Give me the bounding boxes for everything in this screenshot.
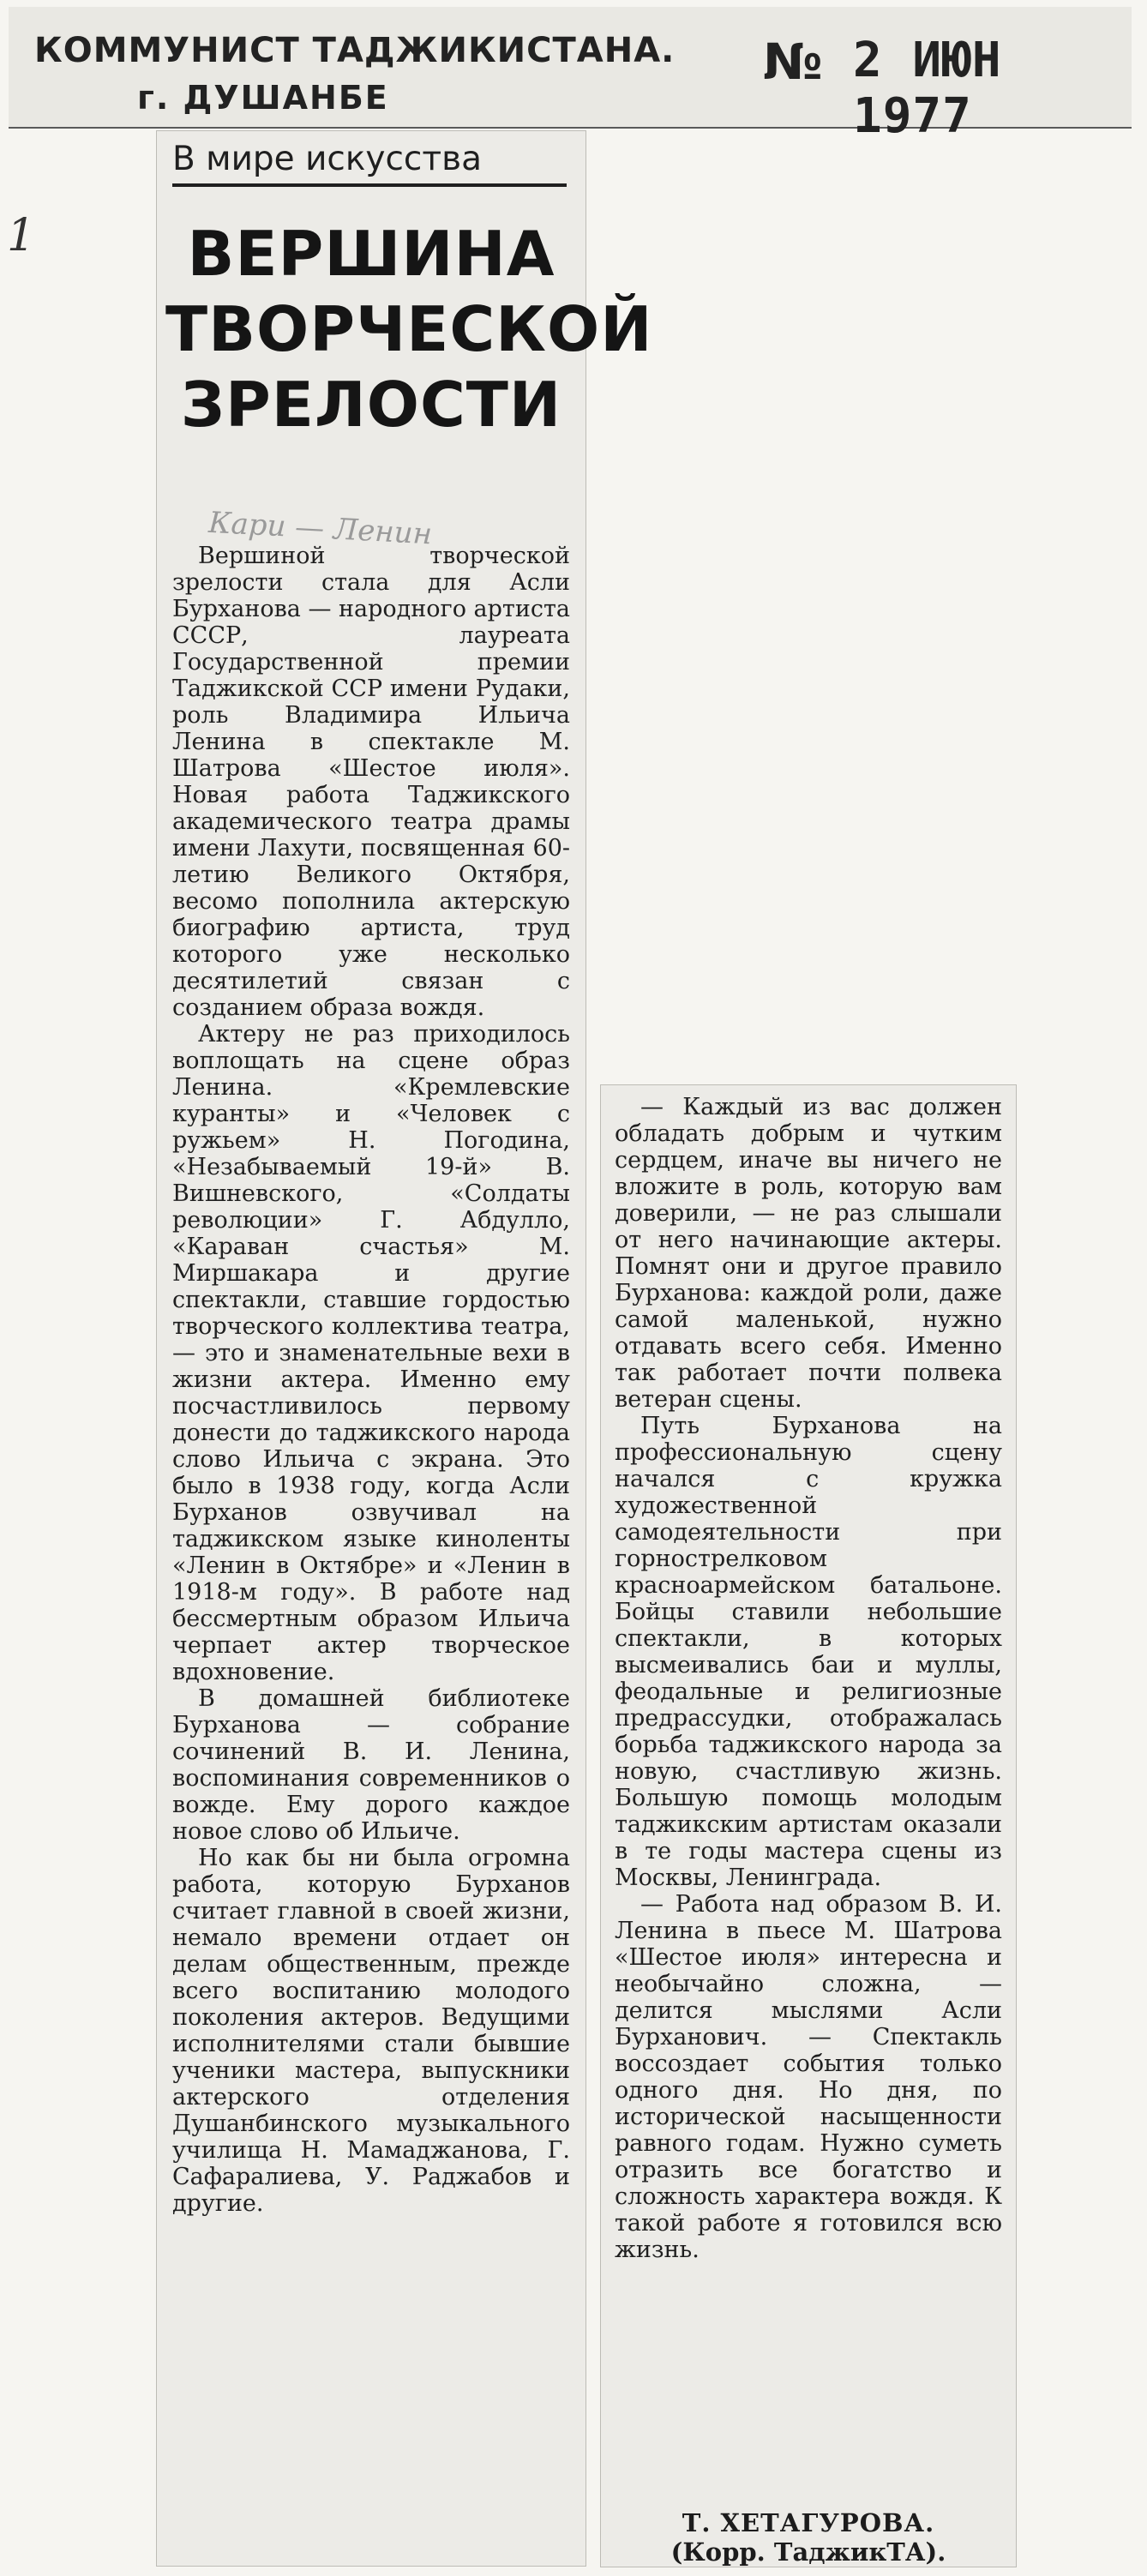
paragraph: Вершиной творческой зрелости стала для Асли Бурханова — народного артиста СССР, лауреата Государственной премии Таджикской ССР имени Рудаки, роль Владимира Ильича Ленина в спектакле М. Шатрова «Шестое июля». Новая работа Таджикского академического театра драмы имени Лахути, посвященная 60-летию Великого Октября, весомо пополнила актерскую биографию артиста, труд которого уже несколько десятилетий связан с созданием образа вождя. <box>172 543 571 1021</box>
article-byline <box>615 2508 1002 2567</box>
paragraph: В домашней библиотеке Бурханова — собрание сочинений В. И. Ленина, воспоминания современников о вожде. Ему дорого каждое новое слово об Ильиче. <box>172 1685 570 1845</box>
margin-handwritten-mark: 1 <box>7 210 36 261</box>
headline-line: ТВОРЧЕСКОЙ <box>165 292 653 365</box>
article-body-column-1 <box>172 543 570 2217</box>
clipping-column-2 <box>600 1084 1017 2567</box>
newspaper-city: г. ДУШАНБЕ <box>137 79 389 117</box>
archive-stamp <box>9 7 1132 144</box>
clipping-column-1 <box>156 130 653 2567</box>
author-name: Т. ХЕТАГУРОВА. <box>682 2508 935 2537</box>
paragraph: — Работа над образом В. И. Ленина в пьесе М. Шатрова «Шестое июля» интересна и необычайно сложна, — делится мыслями Асли Бурханович. — Спектакль воссоздает события только одного дня. Но дня, по исторической насыщенности равного годам. Нужно суметь отразить все богатство и сложность характера вождя. К такой работе я готовился всю жизнь. <box>615 1891 1002 2263</box>
paragraph: Путь Бурханова на профессиональную сцену начался с кружка художественной самодеятельности при горнострелковом красноармейском батальоне. Бойцы ставили небольшие спектакли, в которых высмеивались баи и муллы, феодальные и религиозные предрассудки, отображалась борьба таджикского народа за новую, счастливую жизнь. Большую помощь молодым таджикским артистам оказали в те годы мастера сцены из Москвы, Ленинграда. <box>615 1413 1002 1891</box>
article-body-column-2 <box>615 1094 1002 2263</box>
paragraph: Актеру не раз приходилось воплощать на сцене образ Ленина. «Кремлевские куранты» и «Человек с ружьем» Н. Погодина, «Незабываемый 19-й» В. Вишневского, «Солдаты революции» Г. Абдулло, «Караван счастья» М. Миршакара и другие спектакли, ставшие гордостью творческого коллектива театра, — это и знаменательные вехи в жизни актера. Именно ему посчастливилось первому донести до таджикского народа слово Ильича с экрана. Это было в 1938 году, когда Асли Бурханов озвучивал на таджикском языке киноленты «Ленин в Октябре» и «Ленин в 1918-м году». В работе над бессмертным образом Ильича черпает актер творческое вдохновение. <box>172 1021 570 1685</box>
paragraph: — Каждый из вас должен обладать добрым и чутким сердцем, иначе вы ничего не вложите в роль, которую вам доверили, — не раз слышали от него начинающие актеры. Помнят они и другое правило Бурханова: каждой роли, даже самой маленькой, нужно отдавать всего себя. Именно так работает почти полвека ветеран сцены. <box>615 1094 1002 1413</box>
author-agency: (Корр. ТаджикТА). <box>670 2537 946 2567</box>
issue-number-sign: № <box>763 33 823 91</box>
headline-line: ВЕРШИНА <box>187 218 555 290</box>
headline-line: ЗРЕЛОСТИ <box>180 368 562 441</box>
handwritten-note: Кари — Ленин <box>207 505 434 552</box>
paragraph: Но как бы ни была огромна работа, которую Бурханов считает главной в своей жизни, немало времени отдает он делам общественным, прежде всего воспитанию молодого поколения актеров. Ведущими исполнителями стали бывшие ученики мастера, выпускники актерского отделения Душанбинского музыкального училища Н. Мамаджанова, Г. Сафаралиева, У. Раджабов и другие. <box>172 1845 570 2217</box>
issue-date: 2 ИЮН 1977 <box>853 33 1002 144</box>
section-rubric: В мире искусства <box>172 140 567 187</box>
article-headline <box>165 217 653 442</box>
newspaper-name: КОММУНИСТ ТАДЖИКИСТАНА. <box>34 31 676 70</box>
